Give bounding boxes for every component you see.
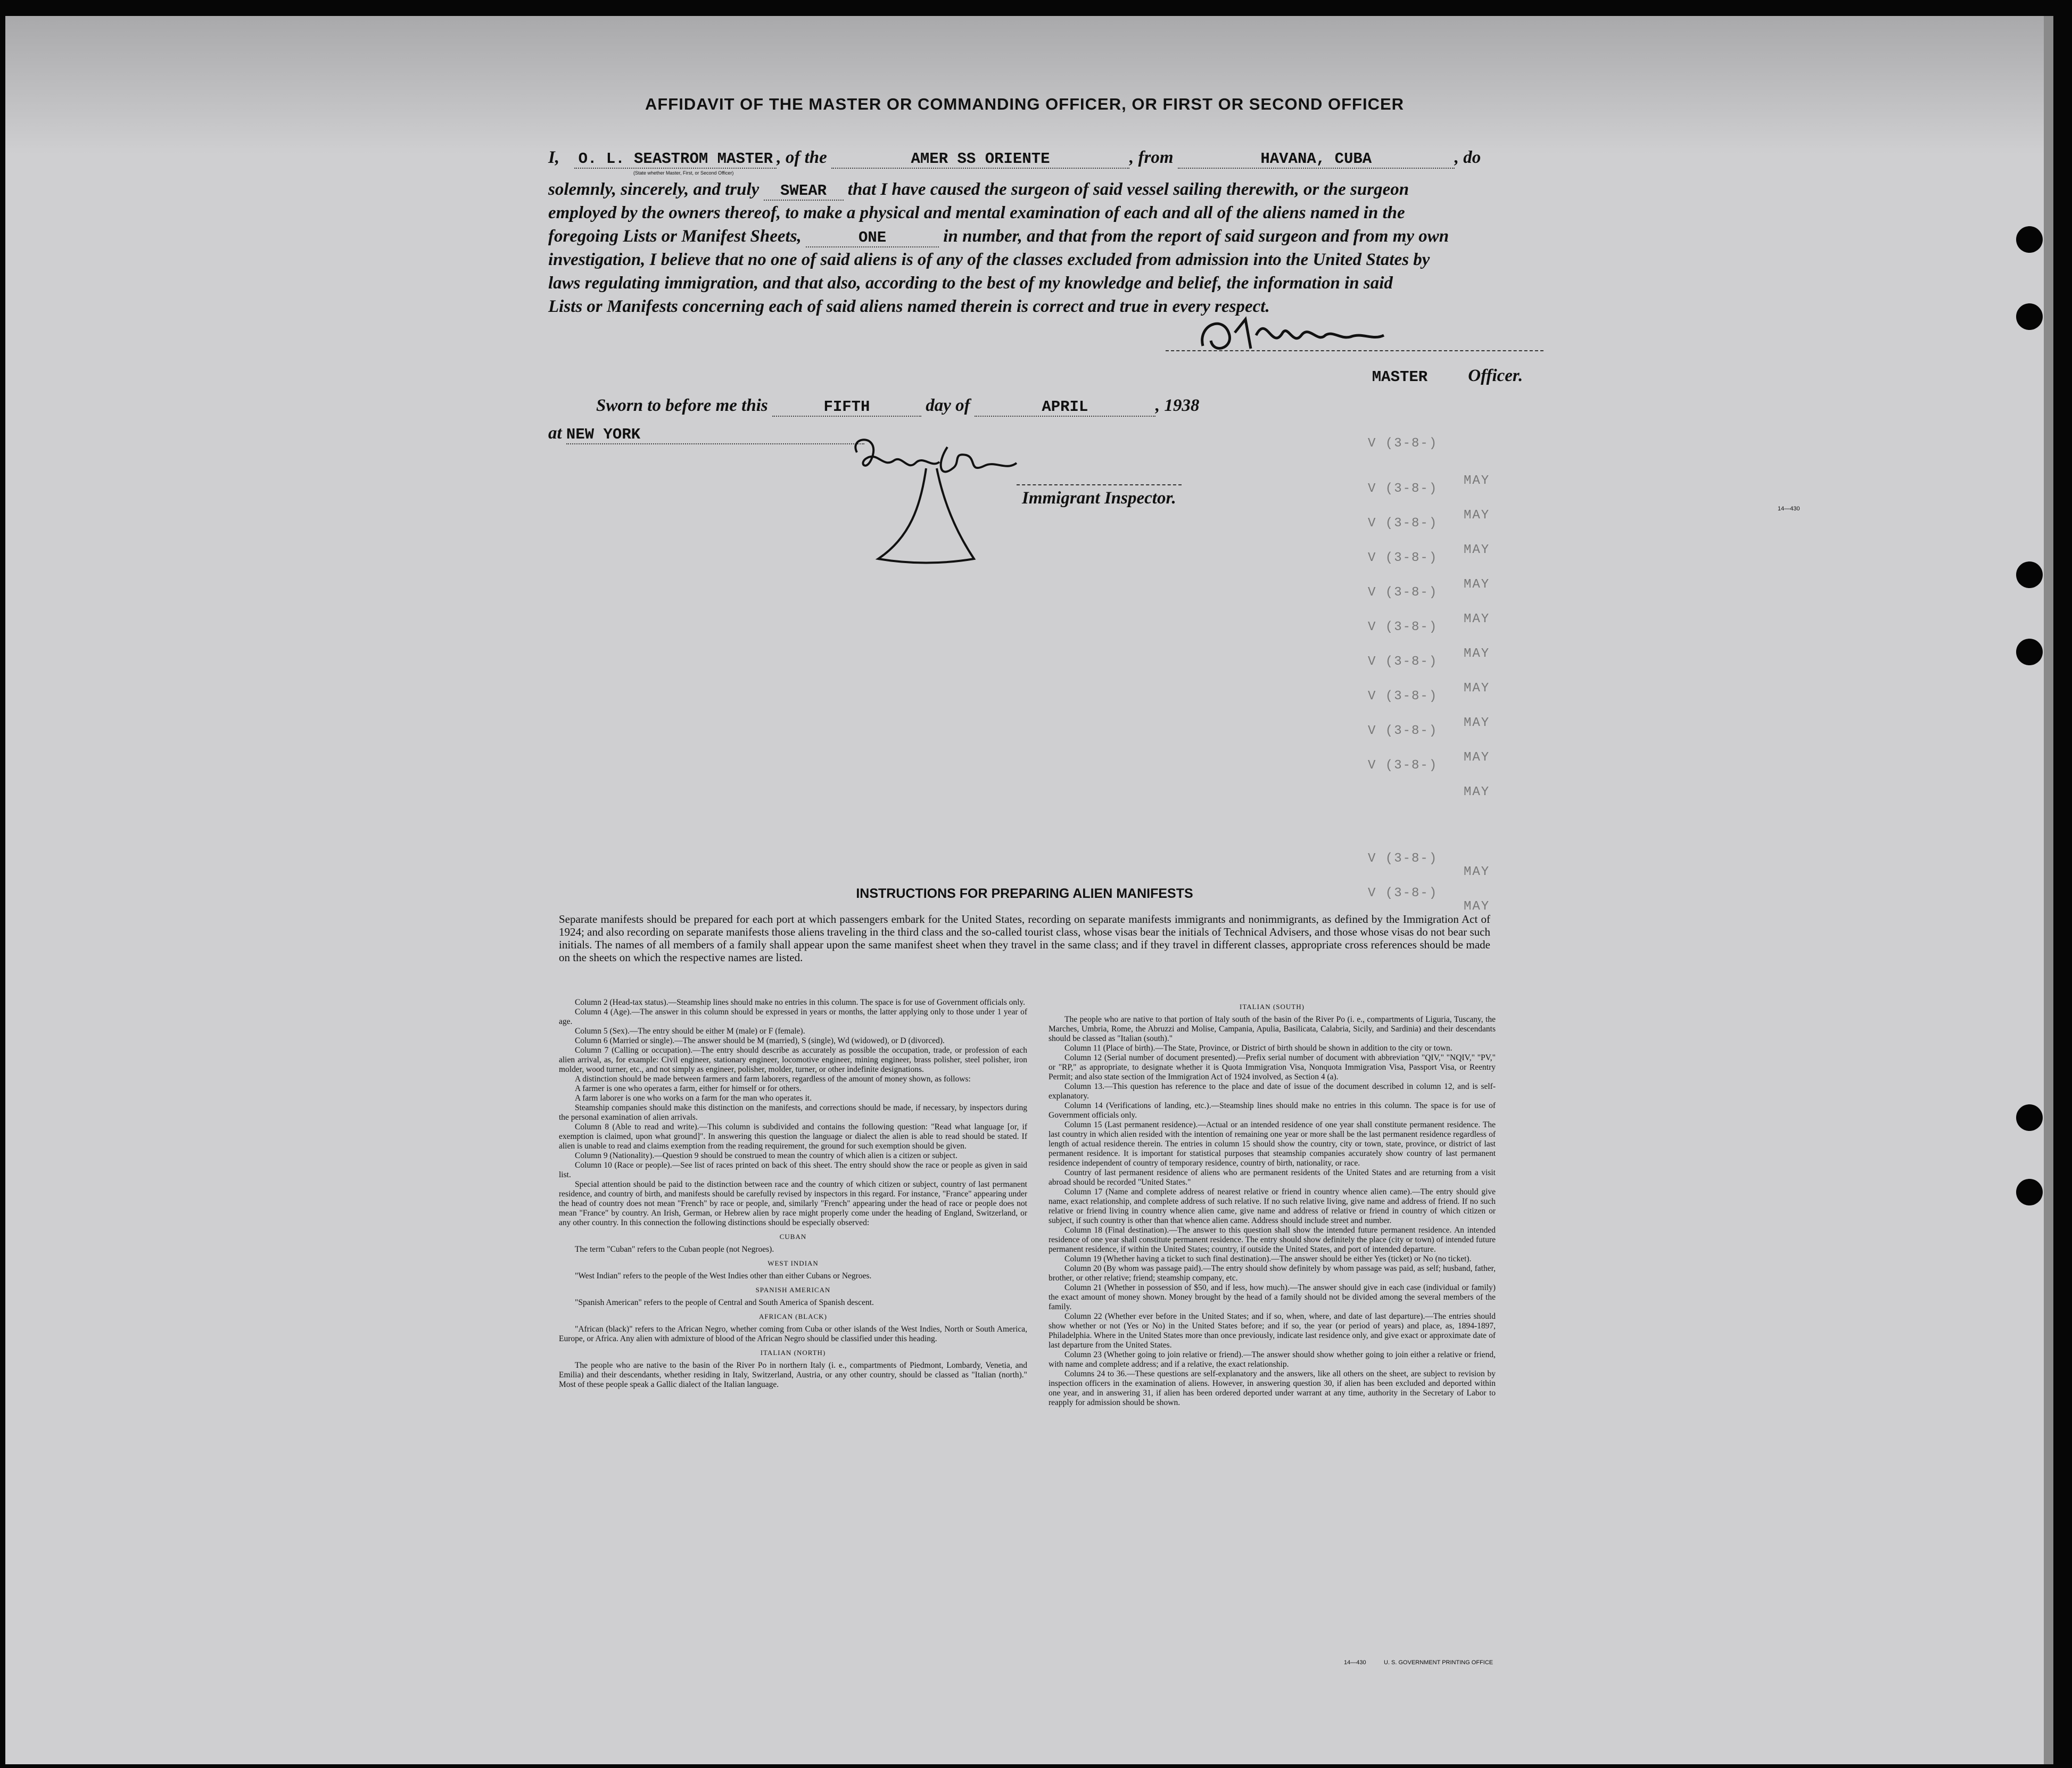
affidavit-title: AFFIDAVIT OF THE MASTER OR COMMANDING OFFICER, OR FIRST OR SECOND OFFICER <box>645 95 1405 113</box>
vessel-field: AMER SS ORIENTE <box>831 150 1129 169</box>
footer-printing-office: U. S. GOVERNMENT PRINTING OFFICE <box>1384 1659 1493 1666</box>
stamp-code-4: V (3-8-) <box>1368 551 1438 565</box>
col21-text: Column 21 (Whether in possession of $50, and if less, how much).—The answer should give in each case (individual or family) the exact amount of money shown. Money brought by the head of a family should not be divided among the several members of the family. <box>1049 1283 1496 1311</box>
heading-italian-north: ITALIAN (NORTH) <box>760 1349 826 1357</box>
affidavit-line-5: investigation, I believe that no one of said aliens is of any of the classes excluded from admission into the United States by <box>548 250 1430 269</box>
stamp-code-12: V (3-8-) <box>1368 886 1438 900</box>
heading-italian-south: ITALIAN (SOUTH) <box>1240 1003 1305 1011</box>
place-field: NEW YORK <box>566 426 864 444</box>
stamp-code-9: V (3-8-) <box>1368 724 1438 738</box>
count-field: ONE <box>806 229 939 247</box>
port-field: HAVANA, CUBA <box>1178 150 1455 169</box>
col14-text: Column 14 (Verifications of landing, etc.).—Steamship lines should make no entries in this column. The space is for use of Government officials only. <box>1049 1101 1496 1120</box>
sworn-line <box>596 396 1597 417</box>
officer-name-field: O. L. SEASTROM MASTER <box>574 150 777 169</box>
inspector-line <box>1017 484 1182 485</box>
stamp-code-6: V (3-8-) <box>1368 620 1438 634</box>
farmer-distinction: A distinction should be made between farmers and farm laborers, regardless of the amount of money shown, as follows: <box>575 1075 971 1084</box>
heading-spanish-american: SPANISH AMERICAN <box>755 1286 831 1294</box>
footer-form-number: 14—430 <box>1344 1659 1366 1666</box>
text-day-of: day of <box>926 396 970 415</box>
page-shading <box>5 16 2044 154</box>
col19-text: Column 19 (Whether having a ticket to such final destination).—The answer should be either Yes (ticket) or No (no ticket). <box>1064 1254 1472 1263</box>
col11-text: Column 11 (Place of birth).—The State, Province, or District of birth should be shown in addition to the city or town. <box>1064 1044 1452 1053</box>
affidavit-line-1 <box>548 148 1549 169</box>
farmer-def: A farmer is one who operates a farm, either for himself or for others. <box>575 1084 802 1093</box>
stamp-code-3: V (3-8-) <box>1368 516 1438 531</box>
spanish-american-text: "Spanish American" refers to the people of Central and South America of Spanish descent. <box>575 1298 874 1307</box>
affidavit-line-6: laws regulating immigration, and that also, according to the best of my knowledge and belief, the information in said <box>548 274 1393 293</box>
west-indian-text: "West Indian" refers to the people of the West Indies other than either Cubans or Negroes. <box>575 1271 872 1280</box>
stamp-code-8: V (3-8-) <box>1368 689 1438 704</box>
instructions-title: INSTRUCTIONS FOR PREPARING ALIEN MANIFESTS <box>856 886 1193 901</box>
binder-hole <box>2016 303 2043 330</box>
text-i: I, <box>548 148 560 167</box>
instructions-intro: Separate manifests should be prepared for each port at which passengers embark for the United States, recording on separate manifests immigrants and nonimmigrants, as defined by the Immigration Act of 1924; and also recording on separate manifests those aliens traveling in the third class and the so-called tourist class, whose visas bear the initials of Technical Advisers, and those whose visas do not bear such initials. The names of all members of a family shall appear upon the same manifest sheet when they travel in the same class; and if they travel in different classes, appropriate cross references should be made on the sheets on which the respective names are listed. <box>559 913 1490 964</box>
col5-text: Column 5 (Sex).—The entry should be either M (male) or F (female). <box>575 1027 805 1036</box>
stamp-code-2: V (3-8-) <box>1368 482 1438 496</box>
form-number-top: 14—430 <box>1778 506 1800 512</box>
binder-hole <box>2016 1179 2043 1205</box>
stamp-month-9: MAY <box>1464 750 1490 765</box>
binder-hole <box>2016 561 2043 588</box>
binder-hole <box>2016 1104 2043 1131</box>
race-distinction: Special attention should be paid to the distinction between race and the country of which citizen or subject, country of last permanent residence, and country of birth, and manifests should be carefully revised by inspectors in this regard. For instance, "France" appearing under the head of country does not mean "French" by race or people, and, similarly "French" appearing under the head of race or people does not mean "France" by country. An Irish, German, or Hebrew alien by race might properly come under the heading of England, Switzerland, or any other country. In this connection the following distinctions should be especially observed: <box>559 1180 1027 1227</box>
cuban-text: The term "Cuban" refers to the Cuban people (not Negroes). <box>575 1245 774 1254</box>
stamp-month-4: MAY <box>1464 577 1490 592</box>
stamp-month-2: MAY <box>1464 508 1490 523</box>
stamp-month-12: MAY <box>1464 899 1490 914</box>
col9-text: Column 9 (Nationality).—Question 9 should be construed to mean the country of which alien is a citizen or subject. <box>575 1151 957 1160</box>
text-at: at <box>548 424 562 443</box>
col22-text: Column 22 (Whether ever before in the United States; and if so, when, where, and date of last departure).—The entries should show whether or not (Yes or No) in the United States before; and if so, the year (or period of years) and place, as, 1894-1897, Philadelphia. Where in the United States more than once previously, indicate last residence only, and give exact or approximate date of last departure from the United States. <box>1049 1312 1496 1350</box>
col10-text: Column 10 (Race or people).—See list of races printed on back of this sheet. The entry should show the race or people as given in said list. <box>559 1161 1027 1179</box>
col15-text: Column 15 (Last permanent residence).—Actual or an intended residence of one year shall constitute permanent residence. The last country in which alien resided with the intention of remaining one year or more shall be the last permanent residence regardless of length of actual residence therein. The entries in column 15 should show the country, city or town, state, province, or district of last permanent residence. It is important for statistical purposes that steamship companies accurately show country of last permanent residence independent of country of temporary residence, country of birth, nationality, or race. <box>1049 1120 1496 1168</box>
col18-text: Column 18 (Final destination).—The answer to this question shall show the intended future permanent residence. An intended residence of one year shall constitute permanent residence. The entry should show definitely the place (city or town) of intended future permanent residence, if within the United States; country, if outside the United States, and port of intended departure. <box>1049 1226 1496 1254</box>
stamp-month-5: MAY <box>1464 612 1490 626</box>
stamp-month-6: MAY <box>1464 647 1490 661</box>
farm-laborer-def: A farm laborer is one who works on a farm for the man who operates it. <box>575 1094 812 1103</box>
col7-text: Column 7 (Calling or occupation).—The entry should describe as accurately as possible the occupation, trade, or profession of each alien arrival, as, for example: Civil engineer, stationary engineer, locomotive engineer, mining engineer, brass polisher, steel polisher, iron molder, wood turner, etc., and not simply as engineer, polisher, molder, turner, or other indefinite designations. <box>559 1046 1027 1074</box>
instructions-left-column <box>559 998 1027 1390</box>
stamp-code-1: V (3-8-) <box>1368 436 1438 451</box>
day-field: FIFTH <box>772 398 921 417</box>
affidavit-line-3: employed by the owners thereof, to make a physical and mental examination of each and all of the aliens named in the <box>548 203 1405 222</box>
heading-west-indian: WEST INDIAN <box>767 1259 819 1267</box>
binder-hole <box>2016 226 2043 253</box>
italian-north-text: The people who are native to the basin of the River Po in northern Italy (i. e., compartments of Piedmont, Lombardy, Venetia, and Emilia) and their descendants, whether residing in Italy, Switzerland, Austria, or any other country, should be classed as "Italian (north)." Most of these people speak a Gallic dialect of the Italian language. <box>559 1361 1027 1389</box>
col20-text: Column 20 (By whom was passage paid).—The entry should show definitely by whom passage was paid, as self; husband, father, brother, or other relative; friend; steamship company, etc. <box>1049 1264 1496 1283</box>
col23-text: Column 23 (Whether going to join relative or friend).—The answer should show whether going to join either a relative or friend, with name and complete address; and if a relative, the exact relationship. <box>1049 1350 1496 1369</box>
month-field: APRIL <box>975 398 1155 417</box>
stamp-code-5: V (3-8-) <box>1368 585 1438 600</box>
inspector-label: Immigrant Inspector. <box>1022 489 1176 508</box>
text-do: , do <box>1454 148 1481 167</box>
steamship-distinction: Steamship companies should make this distinction on the manifests, and corrections should be made, if necessary, by inspectors during the personal examination of alien arrivals. <box>559 1103 1027 1122</box>
african-text: "African (black)" refers to the African Negro, whether coming from Cuba or other islands of the West Indies, North or South America, Europe, or Africa. Any alien with admixture of blood of the African Negro should be classified under this heading. <box>559 1325 1027 1343</box>
master-signature <box>1192 303 1437 362</box>
text-year-prefix: , 19 <box>1155 396 1182 415</box>
heading-cuban: CUBAN <box>779 1233 807 1241</box>
signature-line <box>1166 350 1543 351</box>
col8-text: Column 8 (Able to read and write).—This column is subdivided and contains the following question: "Read what language [or, if exemption is claimed, upon what ground]". In answering this question the language or dialect the alien is able to read should be stated. If alien is unable to read and claims exemption from the reading requirement, the ground for such exemption should be given. <box>559 1122 1027 1151</box>
text-officer: Officer. <box>1468 366 1523 385</box>
officer-caption: (State whether Master, First, or Second Officer) <box>633 170 734 176</box>
col4-text: Column 4 (Age).—The answer in this column should be expressed in years or months, the latter applying only to those under 1 year of age. <box>559 1007 1027 1026</box>
text-in-number: in number, and that from the report of said surgeon and from my own <box>943 227 1449 246</box>
oath-field: SWEAR <box>764 182 844 201</box>
col13-text: Column 13.—This question has reference to the place and date of issue of the document described in column 12, and is self-explanatory. <box>1049 1082 1496 1101</box>
text-foregoing: foregoing Lists or Manifest Sheets, <box>548 227 802 246</box>
stamp-month-1: MAY <box>1464 474 1490 488</box>
year-field: 38 <box>1182 396 1200 415</box>
affidavit-line-2 <box>548 180 1549 201</box>
text-of-the: , of the <box>777 148 827 167</box>
binder-hole <box>2016 639 2043 665</box>
stamp-code-11: V (3-8-) <box>1368 852 1438 866</box>
italian-south-text: The people who are native to that portion of Italy south of the basin of the River Po (i. e., compartments of Liguria, Tuscany, the Marches, Umbria, Rome, the Abruzzi and Molise, Campania, Apulia, Basilicata, Calabria, Sicily, and Sardinia) and their descendants should be classed as "Italian (south)." <box>1049 1015 1496 1043</box>
stamp-month-10: MAY <box>1464 785 1490 799</box>
text-sworn: Sworn to before me this <box>596 396 768 415</box>
col2-text: Column 2 (Head-tax status).—Steamship lines should make no entries in this column. The space is for use of Government officials only. <box>575 998 1026 1007</box>
col6-text: Column 6 (Married or single).—The answer should be M (married), S (single), Wd (widowed), or D (divorced). <box>575 1036 945 1045</box>
residence-us-text: Country of last permanent residence of aliens who are permanent residents of the United States and are returning from a visit abroad should be recorded "United States." <box>1049 1168 1496 1187</box>
col17-text: Column 17 (Name and complete address of nearest relative or friend in country whence alien came).—The entry should give name, exact relationship, and complete address of such relative. If no such relative living, give name and address of friend. If no such relative or friend living in country whence alien came, give name and address of relative or friend in country of which citizen or subject, if such country is other than that whence alien came. Address should include street and number. <box>1049 1187 1496 1225</box>
col24-36-text: Columns 24 to 36.—These questions are self-explanatory and the answers, like all others on the sheet, are subject to revision by inspection officers in the examination of aliens. However, in answering question 30, if alien has been excluded and deported within one year, and in answering 31, if alien has been ordered deported under warrant at any time, authority in the Secretary of Labor to reapply for admission should be shown. <box>1049 1369 1496 1407</box>
rank-field: MASTER <box>1372 368 1428 386</box>
affidavit-line-4 <box>548 227 1549 247</box>
stamp-code-7: V (3-8-) <box>1368 655 1438 669</box>
col12-text: Column 12 (Serial number of document presented).—Prefix serial number of document with abbreviation "QIV," "NQIV," "PV," or "RP," as appropriate, to designate whether it is Quota Immigration Visa, Nonquota Immigration Visa, Passport Visa, or Reentry Permit; and also state section of the Immigration Act of 1924 involved, as Section 4 (a). <box>1049 1053 1496 1081</box>
stamp-month-7: MAY <box>1464 681 1490 696</box>
stamp-month-11: MAY <box>1464 865 1490 879</box>
text-from: , from <box>1129 148 1174 167</box>
stamp-code-10: V (3-8-) <box>1368 758 1438 773</box>
manifest-page <box>5 16 2053 1764</box>
heading-african: AFRICAN (BLACK) <box>758 1312 828 1320</box>
officer-rank-line <box>1336 366 1549 386</box>
stamp-month-8: MAY <box>1464 716 1490 730</box>
affidavit-line-7: Lists or Manifests concerning each of said aliens named therein is correct and true in every respect. <box>548 297 1270 316</box>
instructions-right-column <box>1049 998 1496 1408</box>
text-surgeon: that I have caused the surgeon of said vessel sailing therewith, or the surgeon <box>847 180 1409 199</box>
text-solemnly: solemnly, sincerely, and truly <box>548 180 760 199</box>
stamp-month-3: MAY <box>1464 543 1490 557</box>
